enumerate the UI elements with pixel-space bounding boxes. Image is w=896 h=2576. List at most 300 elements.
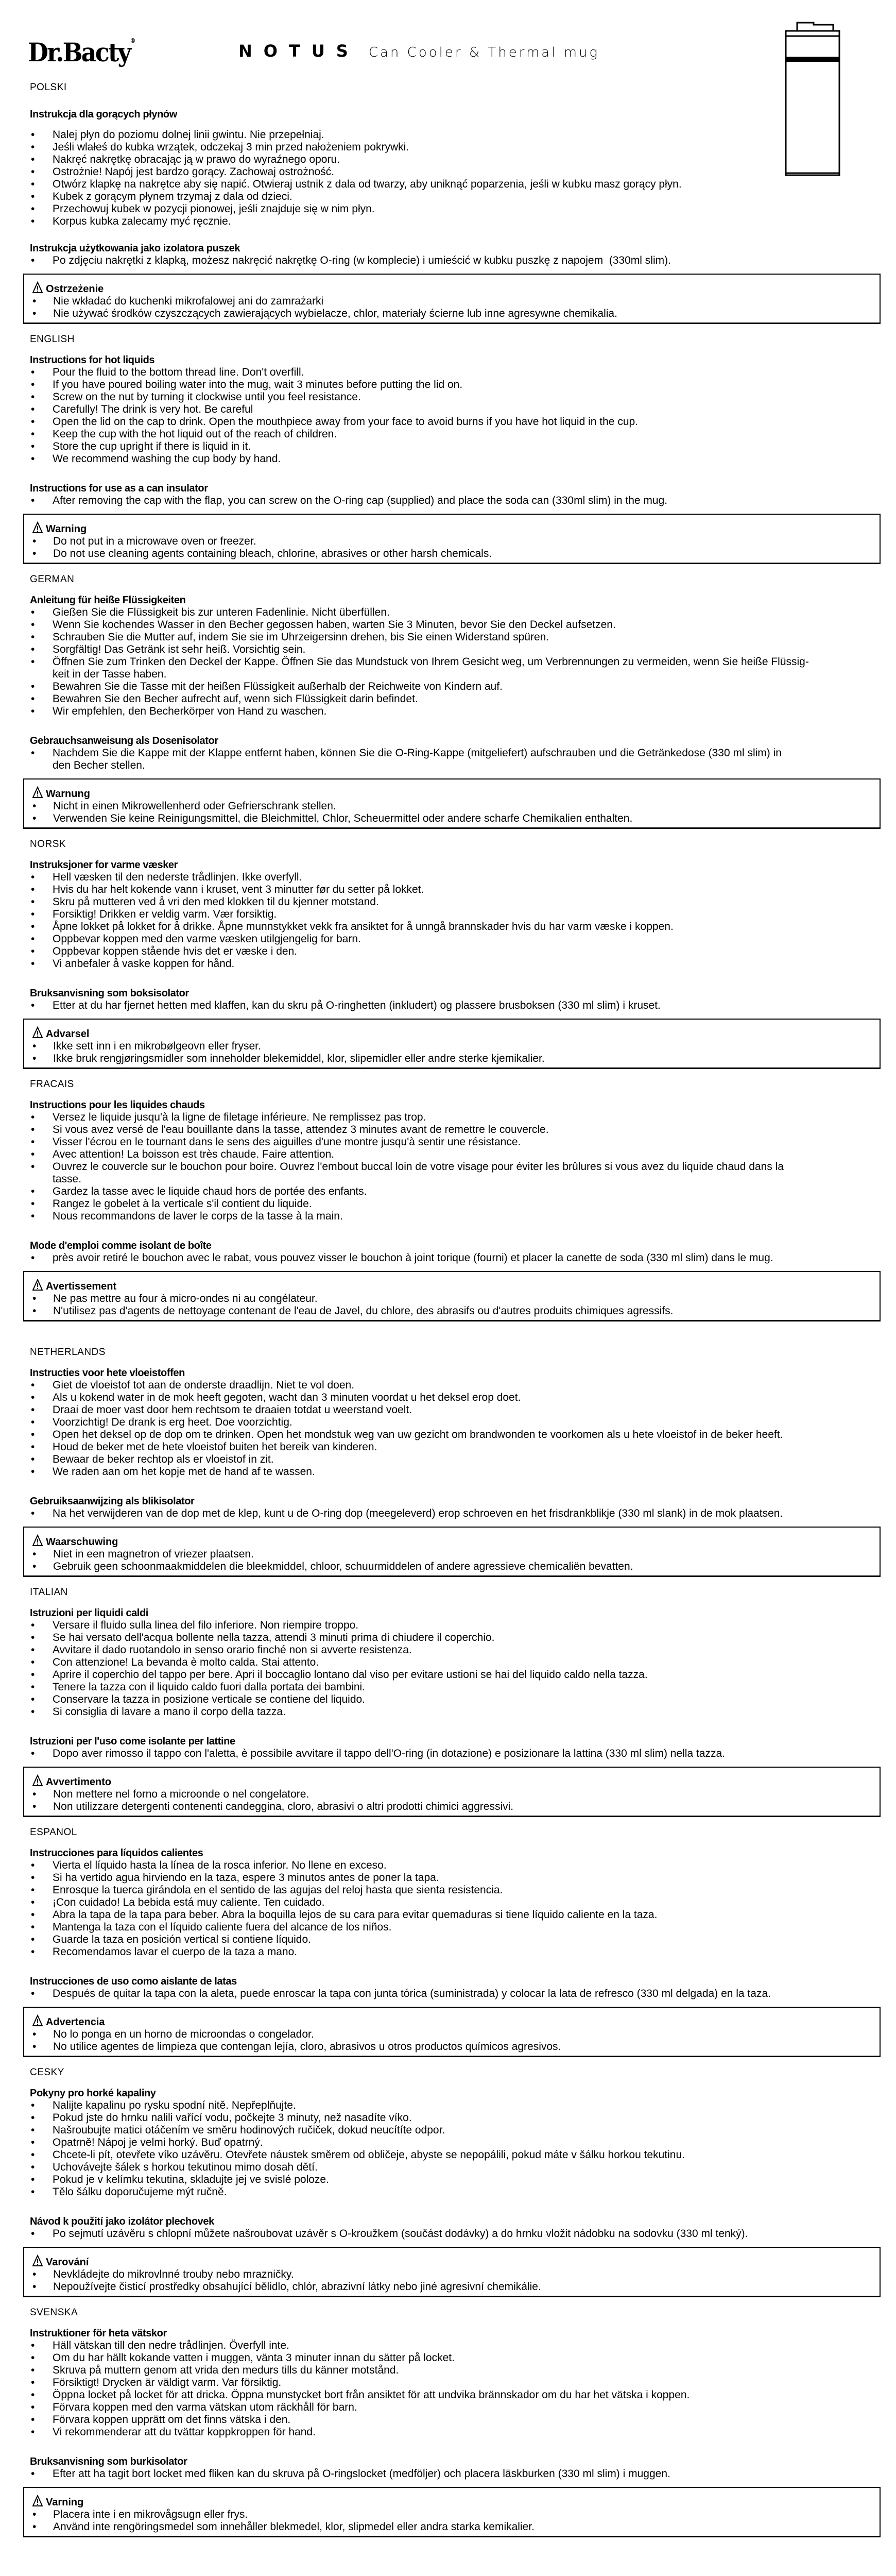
warning-title-text: Avertissement	[46, 1281, 117, 1292]
list-item	[0, 1921, 896, 1934]
list-item-text: If you have poured boiling water into the mug, wait 3 minutes before putting the lid on.	[53, 379, 463, 391]
bullet-icon: •	[31, 255, 35, 266]
bullet-list	[0, 255, 896, 267]
list-item-text: Screw on the nut by turning it clockwise until you feel resistance.	[53, 391, 361, 403]
list-item	[0, 871, 896, 884]
list-item-text: Después de quitar la tapa con la aleta, puede enroscar la tapa con junta tórica (suministrada) y colocar la lata de refresco (330 ml delgada) en la taza.	[53, 1988, 771, 1999]
language-label: CESKY	[30, 2067, 64, 2078]
bullet-icon: •	[31, 379, 35, 391]
list-item-text: Förvara koppen upprätt om det finns vätska i den.	[53, 2414, 291, 2426]
bullet-icon: •	[31, 495, 35, 506]
bullet-list	[0, 1859, 896, 1958]
warning-box	[23, 2247, 881, 2297]
bullet-icon: •	[31, 1619, 35, 1631]
bullet-icon: •	[32, 812, 37, 824]
list-item-text: Öffnen Sie zum Trinken den Deckel der Kappe. Öffnen Sie das Mundstuck von Ihrem Gesicht weg, um Verbrennungen zu vermeiden, wenn Sie heiße Flüssig- keit in der Tasse haben.	[53, 656, 809, 680]
list-item-text: We raden aan om het kopje met de hand af te wassen.	[53, 1466, 315, 1478]
list-item	[0, 1988, 896, 2000]
list-item	[0, 1453, 896, 1466]
can-insulator-heading: Instrukcja użytkowania jako izolatora puszek	[30, 243, 240, 254]
list-item-text: Nicht in einen Mikrowellenherd oder Gefrierschrank stellen.	[53, 800, 336, 812]
list-item	[24, 1293, 880, 1305]
list-item	[0, 1934, 896, 1946]
bullet-list	[24, 1040, 880, 1065]
hot-liquids-heading: Anleitung für heiße Flüssigkeiten	[30, 595, 186, 606]
list-item-text: Si consiglia di lavare a mano il corpo della tazza.	[53, 1706, 286, 1718]
list-item-text: Oppbevar koppen stående hvis det er væske i den.	[53, 945, 298, 957]
list-item-text: Tělo šálku doporučujeme mýt ručně.	[53, 2186, 227, 2198]
list-item-text: Do not use cleaning agents containing bleach, chlorine, abrasives or other harsh chemicals.	[53, 548, 492, 560]
bullet-icon: •	[32, 535, 37, 547]
bullet-icon: •	[31, 1429, 35, 1440]
list-item	[0, 958, 896, 970]
list-item-text: Vi rekommenderar att du tvättar koppkroppen för hand.	[53, 2426, 316, 2438]
hot-liquids-heading: Pokyny pro horké kapaliny	[30, 2088, 156, 2099]
list-item-text: Gießen Sie die Flüssigkeit bis zur unteren Fadenlinie. Nicht überfüllen.	[53, 606, 390, 618]
bullet-list	[0, 495, 896, 507]
bullet-list	[0, 2468, 896, 2480]
list-item-text: Nie wkładać do kuchenki mikrofalowej ani do zamrażarki	[53, 295, 324, 307]
bullet-list	[0, 1748, 896, 1760]
list-item	[0, 705, 896, 718]
list-item	[24, 2041, 880, 2053]
language-section	[0, 1586, 896, 1817]
list-item-text: No lo ponga en un horno de microondas o congelador.	[53, 2028, 314, 2040]
list-item	[0, 1429, 896, 1441]
list-item-text: Wenn Sie kochendes Wasser in den Becher gegossen haben, warten Sie 3 Minuten, bevor Sie den Deckel aufsetzen.	[53, 619, 616, 631]
list-item-text: Gardez la tasse avec le liquide chaud hors de portée des enfants.	[53, 1185, 367, 1197]
list-item-text: Po sejmutí uzávěru s chlopní můžete našroubovat uzávěr s O-kroužkem (součást dodávky) a do hrnku vložit nádobku na sodovku (330 ml tenký).	[53, 2228, 748, 2240]
list-item-text: Pokud jste do hrnku nalili vařící vodu, počkejte 3 minuty, než nasadíte víko.	[53, 2112, 412, 2124]
list-item-text: Als u kokend water in de mok heeft gegoten, wacht dan 3 minuten voordat u het deksel erop doet.	[53, 1392, 521, 1403]
list-item	[0, 403, 896, 416]
bullet-icon: •	[31, 141, 35, 153]
bullet-list	[24, 535, 880, 560]
language-label: FRACAIS	[30, 1079, 74, 1090]
list-item	[0, 1210, 896, 1223]
bullet-icon: •	[31, 453, 35, 465]
bullet-icon: •	[31, 129, 35, 141]
bullet-list	[0, 1988, 896, 2000]
list-item	[0, 2161, 896, 2174]
list-item-text: Otwórz klapkę na nakrętce aby się napić. Otwieraj ustnik z dala od twarzy, aby uniknąć poparzenia, jeśli w kubku masz gorący płyn.	[53, 178, 682, 190]
warning-title-text: Ostrzeżenie	[46, 283, 104, 295]
list-item	[0, 2377, 896, 2389]
list-item-text: Jeśli wlałeś do kubka wrzątek, odczekaj 3 min przed nałożeniem pokrywki.	[53, 141, 409, 153]
list-item	[0, 693, 896, 705]
bullet-list	[0, 1619, 896, 1718]
language-section	[0, 1346, 896, 1577]
list-item-text: Om du har hällt kokande vatten i muggen, vänta 3 minuter innan du sätter på locket.	[53, 2352, 455, 2364]
bullet-icon: •	[31, 1669, 35, 1681]
bullet-list	[24, 1788, 880, 1813]
list-item-text: Nepoužívejte čisticí prostředky obsahující bělidlo, chlór, abrazivní látky nebo jiné agresivní chemikálie.	[53, 2281, 541, 2293]
list-item	[24, 2028, 880, 2041]
bullet-icon: •	[32, 2028, 37, 2040]
list-item-text: Nie używać środków czyszczących zawierających wybielacze, chlor, materiały ścierne lub inne agresywne chemikalia.	[53, 308, 617, 319]
warning-title-text: Advarsel	[46, 1028, 90, 1040]
list-item	[0, 2112, 896, 2124]
list-item	[0, 1392, 896, 1404]
list-item	[0, 1252, 896, 1264]
list-item-text: Store the cup upright if there is liquid in it.	[53, 440, 251, 452]
registered-mark: ®	[130, 37, 136, 44]
list-item-text: Rangez le gobelet à la verticale s'il contient du liquide.	[53, 1198, 312, 1210]
can-insulator-heading: Bruksanvisning som burkisolator	[30, 2456, 187, 2467]
bullet-icon: •	[31, 1416, 35, 1428]
list-item	[0, 203, 896, 215]
list-item	[0, 215, 896, 228]
list-item	[0, 178, 896, 191]
warning-title-text: Waarschuwing	[46, 1536, 118, 1548]
list-item-text: Åpne lokket på lokket for å drikke. Åpne munnstykket vekk fra ansiktet for å unngå brannskader hvis du har varm væske i koppen.	[53, 921, 674, 933]
bullet-icon: •	[31, 2112, 35, 2124]
bullet-icon: •	[31, 1379, 35, 1391]
list-item-text: Häll vätskan till den nedre trådlinjen. Överfyll inte.	[53, 2340, 289, 2351]
list-item	[0, 2389, 896, 2401]
list-item-text: Nalej płyn do poziomu dolnej linii gwintu. Nie przepełniaj.	[53, 129, 324, 141]
list-item	[0, 1632, 896, 1644]
language-label: GERMAN	[30, 574, 75, 585]
list-item	[0, 2468, 896, 2480]
list-item-text: Nakręć nakrętkę obracając ją w prawo do wyraźnego oporu.	[53, 154, 340, 165]
bullet-icon: •	[31, 1124, 35, 1136]
language-section	[0, 2066, 896, 2297]
warning-title	[24, 2256, 880, 2268]
list-item-text: Kubek z gorącym płynem trzymaj z dala od dzieci.	[53, 191, 292, 202]
list-item-text: Forsiktig! Drikken er veldig varm. Vær forsiktig.	[53, 908, 277, 920]
list-item-text: Voorzichtig! De drank is erg heet. Doe voorzichtig.	[53, 1416, 292, 1428]
bullet-icon: •	[31, 203, 35, 215]
list-item	[0, 1872, 896, 1884]
list-item-text: Houd de beker met de hete vloeistof buiten het bereik van kinderen.	[53, 1441, 377, 1453]
bullet-icon: •	[31, 921, 35, 933]
list-item-text: Opatrně! Nápoj je velmi horký. Buď opatrný.	[53, 2137, 263, 2148]
warning-title	[24, 283, 880, 295]
warning-title-text: Warning	[46, 523, 87, 535]
list-item-text: Wir empfehlen, den Becherkörper von Hand zu waschen.	[53, 705, 327, 717]
hot-liquids-heading: Instrukcja dla gorących płynów	[30, 109, 177, 120]
bullet-icon: •	[31, 1644, 35, 1656]
list-item	[0, 1185, 896, 1198]
list-item	[24, 800, 880, 812]
list-item-text: Conservare la tazza in posizione verticale se contiene del liquido.	[53, 1693, 366, 1705]
list-item	[0, 1198, 896, 1210]
warning-triangle-icon	[32, 2495, 43, 2510]
list-item	[24, 812, 880, 825]
bullet-icon: •	[32, 1561, 37, 1572]
bullet-icon: •	[31, 1111, 35, 1123]
bullet-list	[0, 1507, 896, 1520]
bullet-icon: •	[32, 1801, 37, 1812]
can-insulator-heading: Gebruiksaanwijzing als blikisolator	[30, 1496, 195, 1507]
bullet-icon: •	[31, 1872, 35, 1884]
bullet-list	[0, 999, 896, 1012]
bullet-icon: •	[31, 1934, 35, 1945]
bullet-list	[0, 1111, 896, 1223]
bullet-icon: •	[31, 2149, 35, 2161]
list-item	[24, 535, 880, 548]
list-item-text: Gebruik geen schoonmaakmiddelen die bleekmiddel, chloor, schuurmiddelen of andere agressieve chemicaliën bevatten.	[53, 1561, 633, 1572]
bullet-icon: •	[31, 1404, 35, 1416]
list-item-text: Niet in een magnetron of vriezer plaatsen.	[53, 1548, 254, 1560]
list-item	[0, 1404, 896, 1416]
list-item	[0, 921, 896, 933]
list-item	[24, 1305, 880, 1317]
list-item	[0, 1859, 896, 1872]
list-item-text: Vierta el líquido hasta la línea de la rosca inferior. No llene en exceso.	[53, 1859, 387, 1871]
warning-triangle-icon	[32, 1026, 43, 1042]
list-item-text: Verwenden Sie keine Reinigungsmittel, die Bleichmittel, Chlor, Scheuermittel oder andere scharfe Chemikalien enthalten.	[53, 812, 633, 824]
list-item	[24, 308, 880, 320]
bullet-icon: •	[31, 1632, 35, 1643]
list-item-text: Versare il fluido sulla linea del filo inferiore. Non riempire troppo.	[53, 1619, 359, 1631]
warning-title	[24, 1028, 880, 1040]
list-item	[0, 428, 896, 440]
list-item	[0, 2352, 896, 2364]
bullet-icon: •	[31, 1507, 35, 1519]
list-item	[0, 1693, 896, 1706]
logo-text: Dr.Bacty	[28, 37, 130, 67]
bullet-icon: •	[31, 2352, 35, 2364]
list-item-text: Pour the fluid to the bottom thread line. Don't overfill.	[53, 366, 304, 378]
bullet-icon: •	[32, 1788, 37, 1800]
list-item-text: ¡Con cuidado! La bebida está muy caliente. Ten cuidado.	[53, 1896, 325, 1908]
hot-liquids-heading: Instructions for hot liquids	[30, 354, 155, 366]
list-item	[0, 379, 896, 391]
list-item	[0, 656, 896, 681]
list-item-text: Hell væsken til den nederste trådlinjen. Ikke overfyll.	[53, 871, 302, 883]
list-item	[0, 1466, 896, 1478]
list-item-text: Öppna locket på locket för att dricka. Öppna munstycket bort från ansiktet för att undvika brännskador om du har het vätska i koppen.	[53, 2389, 690, 2401]
warning-box	[23, 1271, 881, 1321]
list-item	[0, 1946, 896, 1958]
list-item-text: Na het verwijderen van de dop met de klep, kunt u de O-ring dop (meegeleverd) erop schroeven en het frisdrankblikje (330 ml slank) in de mok plaatsen.	[53, 1507, 783, 1519]
bullet-icon: •	[31, 428, 35, 440]
list-item-text: Mantenga la taza con el líquido caliente fuera del alcance de los niños.	[53, 1921, 392, 1933]
bullet-list	[0, 366, 896, 465]
list-item-text: Abra la tapa de la tapa para beber. Abra la boquilla lejos de su cara para evitar quemaduras si tiene líquido caliente en la taza.	[53, 1909, 658, 1921]
list-item	[0, 908, 896, 921]
can-insulator-heading: Gebrauchsanweisung als Dosenisolator	[30, 735, 218, 747]
list-item-text: près avoir retiré le bouchon avec le rabat, vous pouvez visser le bouchon à joint torique (fourni) et placer la canette de soda (330 ml slim) dans le mug.	[53, 1252, 773, 1264]
language-label: ITALIAN	[30, 1587, 68, 1598]
bullet-icon: •	[31, 1148, 35, 1160]
can-insulator-heading: Istruzioni per l'uso come isolante per lattine	[30, 1736, 235, 1747]
warning-triangle-icon	[32, 786, 43, 802]
bullet-icon: •	[31, 908, 35, 920]
list-item	[0, 1111, 896, 1124]
list-item-text: N'utilisez pas d'agents de nettoyage contenant de l'eau de Javel, du chlore, des abrasifs ou d'autres produits chimiques agressifs.	[53, 1305, 674, 1317]
bullet-icon: •	[31, 871, 35, 883]
language-label: ESPANOL	[30, 1827, 77, 1838]
list-item-text: Visser l'écrou en le tournant dans le sens des aiguilles d'une montre jusqu'à sentir une résistance.	[53, 1136, 521, 1148]
list-item	[0, 1441, 896, 1453]
list-item	[0, 606, 896, 619]
bullet-icon: •	[31, 884, 35, 895]
list-item	[0, 1706, 896, 1718]
list-item-text: Ikke bruk rengjøringsmidler som inneholder blekemiddel, klor, slipemidler eller andre sterke kjemikalier.	[53, 1053, 545, 1064]
list-item	[0, 2124, 896, 2137]
bullet-icon: •	[32, 308, 37, 319]
list-item	[0, 141, 896, 154]
list-item-text: Etter at du har fjernet hetten med klaffen, kan du skru på O-ringhetten (inkludert) og plassere brusboksen (330 ml slim) i kruset.	[53, 999, 661, 1011]
bullet-icon: •	[31, 215, 35, 227]
list-item	[24, 1040, 880, 1053]
list-item	[0, 366, 896, 379]
list-item-text: Sorgfältig! Das Getränk ist sehr heiß. Vorsichtig sein.	[53, 643, 306, 655]
list-item-text: Aprire il coperchio del tappo per bere. Apri il boccaglio lontano dal viso per evitare ustioni se hai del liquido caldo nella tazza.	[53, 1669, 648, 1681]
bullet-icon: •	[31, 2228, 35, 2240]
warning-triangle-icon	[32, 521, 43, 537]
hot-liquids-heading: Instruksjoner for varme væsker	[30, 859, 178, 871]
list-item-text: Försiktigt! Drycken är väldigt varm. Var försiktig.	[53, 2377, 282, 2388]
list-item-text: Non utilizzare detergenti contenenti candeggina, cloro, abrasivi o altri prodotti chimici aggressivi.	[53, 1801, 514, 1812]
list-item	[24, 548, 880, 560]
warning-triangle-icon	[32, 281, 43, 297]
list-item	[0, 2401, 896, 2414]
can-insulator-heading: Instrucciones de uso como aislante de latas	[30, 1976, 237, 1987]
list-item	[0, 643, 896, 656]
bullet-icon: •	[32, 2509, 37, 2520]
list-item-text: Dopo aver rimosso il tappo con l'aletta, è possibile avvitare il tappo dell'O-ring (in dotazione) e posizionare la lattina (330 ml slim) nella tazza.	[53, 1748, 725, 1759]
list-item-text: Avec attention! La boisson est très chaude. Faire attention.	[53, 1148, 335, 1160]
list-item-text: Przechowuj kubek w pozycji pionowej, jeśli znajduje się w nim płyn.	[53, 203, 375, 215]
bullet-icon: •	[31, 1748, 35, 1759]
list-item	[0, 1909, 896, 1921]
bullet-icon: •	[31, 1161, 35, 1173]
list-item	[0, 2426, 896, 2438]
bullet-icon: •	[32, 1040, 37, 1052]
bullet-icon: •	[31, 1909, 35, 1921]
list-item-text: Chcete-li pít, otevřete víko uzávěru. Otevřete náustek směrem od obličeje, abyste se nepopálili, pokud máte v šálku horkou tekutinu.	[53, 2149, 685, 2161]
list-item-text: Ostrożnie! Napój jest bardzo gorący. Zachowaj ostrożność.	[53, 166, 335, 178]
list-item-text: Efter att ha tagit bort locket med fliken kan du skruva på O-ringslocket (medföljer) och placera läskburken (330 ml slim) i muggen.	[53, 2468, 670, 2480]
bullet-icon: •	[31, 178, 35, 190]
list-item-text: Uchovávejte šálek s horkou tekutinou mimo dosah dětí.	[53, 2161, 318, 2173]
warning-box	[23, 1767, 881, 1817]
list-item	[0, 884, 896, 896]
list-item	[0, 1644, 896, 1656]
can-insulator-heading: Bruksanvisning som boksisolator	[30, 988, 189, 999]
warning-title	[24, 1776, 880, 1788]
list-item-text: Hvis du har helt kokende vann i kruset, vent 3 minutter før du setter på lokket.	[53, 884, 424, 895]
bullet-list	[0, 606, 896, 718]
list-item	[0, 1884, 896, 1896]
bullet-list	[24, 800, 880, 825]
list-item-text: Našroubujte matici otáčením ve směru hodinových ručiček, dokud neucítíte odpor.	[53, 2124, 445, 2136]
bullet-icon: •	[31, 1210, 35, 1222]
language-label: NETHERLANDS	[30, 1347, 106, 1358]
list-item-text: We recommend washing the cup body by hand.	[53, 453, 281, 465]
language-section	[0, 838, 896, 1069]
bullet-list	[24, 295, 880, 320]
list-item	[0, 2228, 896, 2240]
list-item-text: Vi anbefaler å vaske koppen for hånd.	[53, 958, 235, 970]
bullet-list	[0, 747, 896, 772]
list-item-text: Bewaar de beker rechtop als er vloeistof in zit.	[53, 1453, 274, 1465]
bullet-list	[24, 1293, 880, 1317]
bullet-icon: •	[31, 619, 35, 631]
list-item	[0, 453, 896, 465]
list-item	[0, 440, 896, 453]
warning-title-text: Warnung	[46, 788, 90, 800]
list-item	[0, 1681, 896, 1693]
bullet-icon: •	[32, 2041, 37, 2053]
list-item-text: Bewahren Sie die Tasse mit der heißen Flüssigkeit außerhalb der Reichweite von Kindern auf.	[53, 681, 503, 692]
list-item	[0, 1124, 896, 1136]
list-item-text: Avvitare il dado ruotandolo in senso orario finché non si avverte resistenza.	[53, 1644, 412, 1656]
bullet-list	[24, 2509, 880, 2533]
list-item	[0, 619, 896, 631]
list-item	[24, 1053, 880, 1065]
warning-box	[23, 514, 881, 564]
bullet-icon: •	[32, 295, 37, 307]
can-insulator-heading: Instructions for use as a can insulator	[30, 483, 208, 494]
list-item-text: Keep the cup with the hot liquid out of the reach of children.	[53, 428, 337, 440]
bullet-list	[0, 1252, 896, 1264]
warning-triangle-icon	[32, 1279, 43, 1294]
bullet-icon: •	[32, 1053, 37, 1064]
language-section	[0, 333, 896, 564]
list-item-text: Ouvrez le couvercle sur le bouchon pour boire. Ouvrez l'embout buccal loin de votre visage pour éviter les brûlures si vous avez du liquide chaud dans la tasse.	[53, 1161, 784, 1185]
list-item	[0, 1161, 896, 1185]
list-item-text: No utilice agentes de limpieza que contengan lejía, cloro, abrasivos u otros productos químicos agresivos.	[53, 2041, 561, 2053]
warning-title	[24, 1536, 880, 1548]
warning-box	[23, 1019, 881, 1069]
bullet-icon: •	[31, 631, 35, 643]
language-label: POLSKI	[30, 82, 67, 93]
bullet-icon: •	[31, 2389, 35, 2401]
list-item-text: Ne pas mettre au four à micro-ondes ni au congélateur.	[53, 1293, 318, 1304]
list-item	[0, 1416, 896, 1429]
list-item-text: Korpus kubka zalecamy myć ręcznie.	[53, 215, 231, 227]
bullet-list	[0, 2340, 896, 2438]
can-insulator-heading: Návod k použití jako izolátor plechovek	[30, 2216, 214, 2227]
bullet-icon: •	[32, 2521, 37, 2533]
bullet-list	[24, 1548, 880, 1573]
bullet-icon: •	[31, 391, 35, 403]
bullet-icon: •	[31, 1988, 35, 1999]
list-item-text: Skru på mutteren ved å vri den med klokken til du kjenner motstand.	[53, 896, 379, 908]
list-item-text: Carefully! The drink is very hot. Be careful	[53, 403, 253, 415]
list-item-text: Ikke sett inn i en mikrobølgeovn eller fryser.	[53, 1040, 261, 1052]
bullet-icon: •	[31, 606, 35, 618]
bullet-icon: •	[31, 896, 35, 908]
bullet-icon: •	[31, 366, 35, 378]
warning-triangle-icon	[32, 2014, 43, 2030]
list-item-text: Si vous avez versé de l'eau bouillante dans la tasse, attendez 3 minutes avant de remettre le couvercle.	[53, 1124, 549, 1136]
list-item	[0, 933, 896, 945]
list-item-text: Nalijte kapalinu po rysku spodní nitě. Nepřeplňujte.	[53, 2099, 296, 2111]
bullet-icon: •	[31, 2174, 35, 2185]
list-item-text: Do not put in a microwave oven or freezer.	[53, 535, 256, 547]
list-item-text: Oppbevar koppen med den varme væsken utilgjengelig for barn.	[53, 933, 361, 945]
list-item-text: Nachdem Sie die Kappe mit der Klappe entfernt haben, können Sie die O-Ring-Kappe (mitgeliefert) aufschrauben und die Getränkedose (330 ml slim) in den Becher stellen.	[53, 747, 782, 771]
list-item-text: Använd inte rengöringsmedel som innehåller blekmedel, klor, slipmedel eller andra starka kemikalier.	[53, 2521, 535, 2533]
bullet-icon: •	[32, 548, 37, 560]
list-item	[0, 1619, 896, 1632]
hot-liquids-heading: Instruktioner för heta vätskor	[30, 2328, 167, 2339]
warning-title-text: Varning	[46, 2497, 84, 2508]
list-item-text: Se hai versato dell'acqua bollente nella tazza, attendi 3 minuti prima di chiudere il coperchio.	[53, 1632, 495, 1643]
bullet-icon: •	[31, 1896, 35, 1908]
bullet-icon: •	[31, 1946, 35, 1958]
bullet-icon: •	[32, 1293, 37, 1304]
list-item-text: Non mettere nel forno a microonde o nel congelatore.	[53, 1788, 309, 1800]
bullet-list	[0, 1379, 896, 1478]
list-item	[0, 191, 896, 203]
